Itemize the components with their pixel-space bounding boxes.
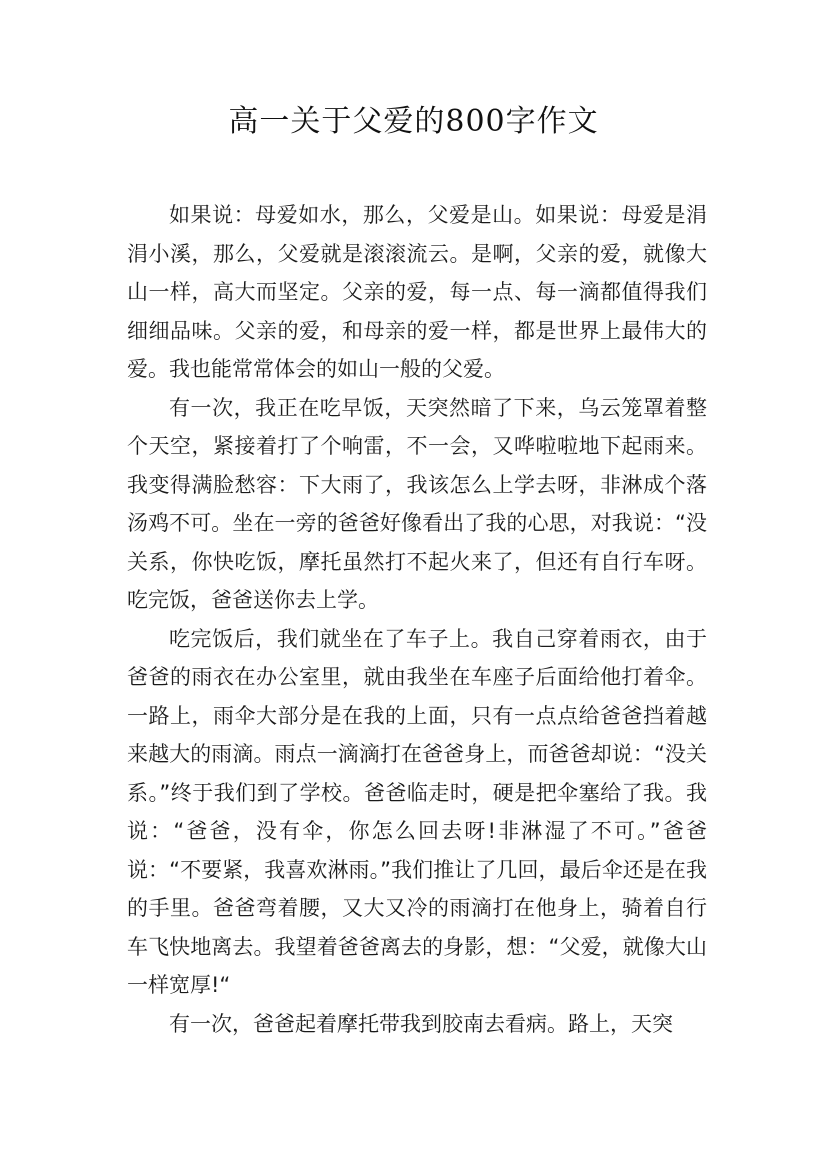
document-body (127, 196, 707, 1043)
document-title: 高一关于父爱的800字作文 (228, 104, 599, 139)
paragraph-4: 有一次，爸爸起着摩托带我到胶南去看病。路上，天突 (169, 1011, 673, 1036)
paragraph-1: 如果说：母爱如水，那么，父爱是山。如果说：母爱是涓涓小溪，那么，父爱就是滚滚流云。是啊，父亲的爱，就像大山一样，高大而坚定。父亲的爱，每一点、每一滴都值得我们细细品味。父亲的爱，和母亲的爱一样，都是世界上最伟大的爱。我也能常常体会的如山一般的父爱。 (127, 203, 707, 381)
paragraph-2: 有一次，我正在吃早饭，天突然暗了下来，乌云笼罩着整个天空，紧接着打了个响雷，不一会，又哗啦啦地下起雨来。我变得满脸愁容：下大雨了，我该怎么上学去呀，非淋成个落汤鸡不可。坐在一旁的爸爸好像看出了我的心思，对我说：“没关系，你快吃饭，摩托虽然打不起火来了，但还有自行车呀。吃完饭，爸爸送你去上学。 (127, 395, 707, 612)
paragraph-3: 吃完饭后，我们就坐在了车子上。我自己穿着雨衣，由于爸爸的雨衣在办公室里，就由我坐在车座子后面给他打着伞。一路上，雨伞大部分是在我的上面，只有一点点给爸爸挡着越来越大的雨滴。雨点一滴滴打在爸爸身上，而爸爸却说：“没关系。”终于我们到了学校。爸爸临走时，硬是把伞塞给了我。我说：“爸爸，没有伞，你怎么回去呀!非淋湿了不可。”爸爸说：“不要紧，我喜欢淋雨。”我们推让了几回，最后伞还是在我的手里。爸爸弯着腰，又大又冷的雨滴打在他身上，骑着自行车飞快地离去。我望着爸爸离去的身影，想：“父爱，就像大山一样宽厚!“ (127, 626, 707, 997)
